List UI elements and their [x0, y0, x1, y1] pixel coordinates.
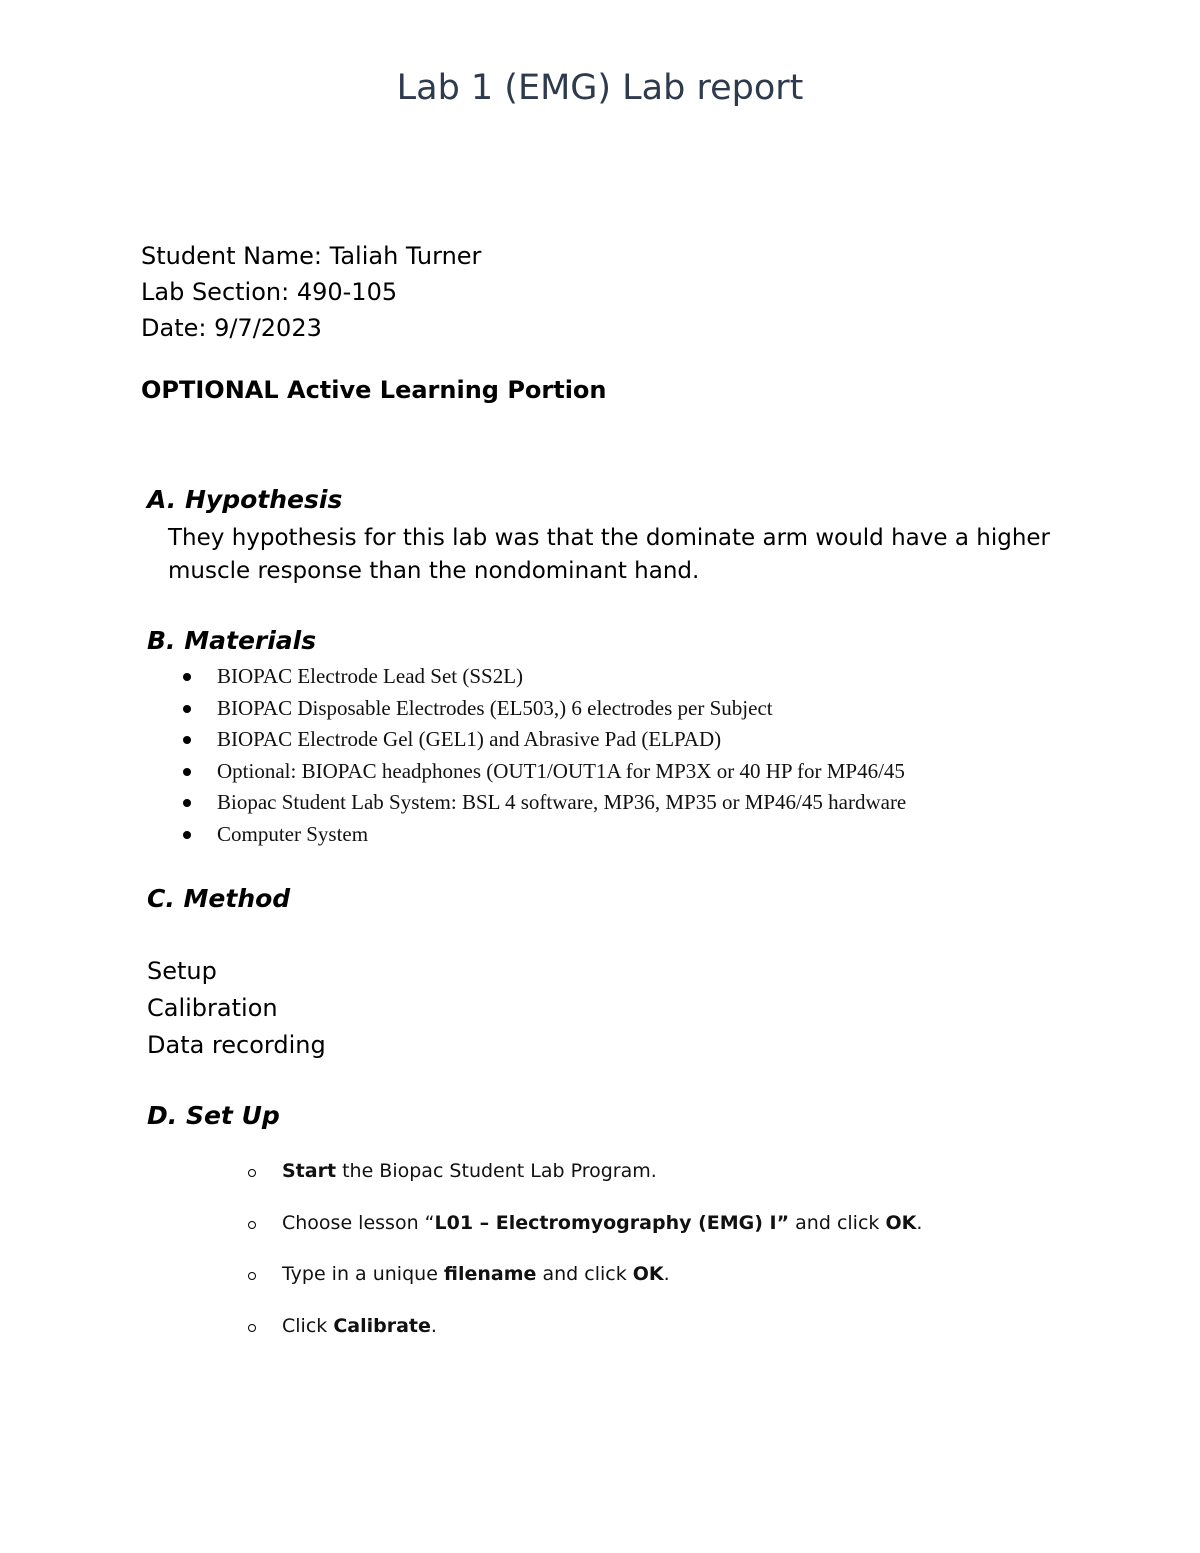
student-info	[141, 238, 481, 346]
materials-heading: B. Materials	[147, 626, 317, 655]
lab-section: Lab Section: 490-105	[141, 278, 398, 306]
list-item: Computer System	[183, 819, 906, 851]
bullet-icon	[183, 799, 191, 807]
list-item: BIOPAC Electrode Gel (GEL1) and Abrasive Pad (ELPAD)	[183, 724, 906, 756]
method-step-data-recording: Data recording	[147, 1031, 326, 1059]
circle-bullet-icon	[248, 1169, 256, 1177]
bullet-icon	[183, 705, 191, 713]
student-name: Student Name: Taliah Turner	[141, 242, 482, 270]
circle-bullet-icon	[248, 1221, 256, 1229]
method-step-setup: Setup	[147, 957, 217, 985]
setup-heading: D. Set Up	[147, 1101, 280, 1130]
list-item: Choose lesson “L01 – Electromyography (EMG) I” and click OK.	[245, 1207, 922, 1259]
bullet-icon	[183, 831, 191, 839]
circle-bullet-icon	[248, 1324, 256, 1332]
method-heading: C. Method	[147, 884, 291, 913]
setup-steps-list	[245, 1155, 922, 1361]
list-item: Click Calibrate.	[245, 1310, 922, 1362]
list-item: BIOPAC Electrode Lead Set (SS2L)	[183, 661, 906, 693]
list-item: Type in a unique filename and click OK.	[245, 1258, 922, 1310]
list-item: Start the Biopac Student Lab Program.	[245, 1155, 922, 1207]
hypothesis-heading: A. Hypothesis	[147, 485, 343, 514]
bullet-icon	[183, 736, 191, 744]
method-steps	[147, 953, 326, 1064]
optional-heading: OPTIONAL Active Learning Portion	[141, 376, 607, 404]
list-item: Biopac Student Lab System: BSL 4 software, MP36, MP35 or MP46/45 hardware	[183, 787, 906, 819]
list-item: BIOPAC Disposable Electrodes (EL503,) 6 electrodes per Subject	[183, 693, 906, 725]
materials-list	[183, 661, 906, 850]
report-date: Date: 9/7/2023	[141, 314, 322, 342]
circle-bullet-icon	[248, 1272, 256, 1280]
hypothesis-text: They hypothesis for this lab was that the dominate arm would have a higher muscle response than the nondominant hand.	[168, 525, 1050, 584]
list-item: Optional: BIOPAC headphones (OUT1/OUT1A for MP3X or 40 HP for MP46/45	[183, 756, 906, 788]
bullet-icon	[183, 673, 191, 681]
method-step-calibration: Calibration	[147, 994, 278, 1022]
page-title: Lab 1 (EMG) Lab report	[396, 68, 804, 108]
bullet-icon	[183, 768, 191, 776]
